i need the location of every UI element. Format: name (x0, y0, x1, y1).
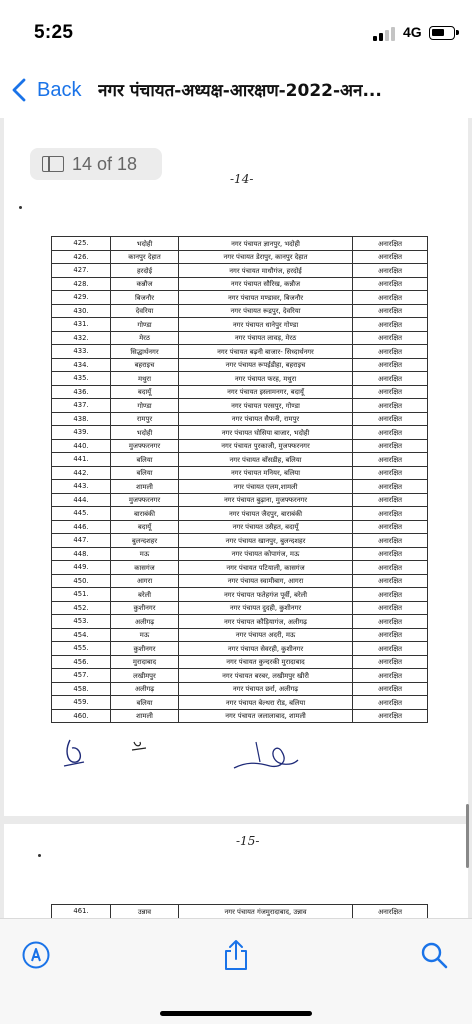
pdf-page (4, 824, 468, 918)
row-nagar-panchayat: नगर पंचायत जैदपुर, बाराबंकी (179, 507, 353, 521)
row-nagar-panchayat: नगर पंचायत लावड़, मेरठ (179, 331, 353, 345)
row-serial: 456. (52, 655, 111, 669)
row-serial: 426. (52, 250, 111, 264)
row-reservation: अनारक्षित (353, 466, 428, 480)
row-serial: 429. (52, 291, 111, 305)
row-nagar-panchayat: नगर पंचायत छर्रा, अलीगढ़ (179, 682, 353, 696)
row-district: कुशीनगर (111, 601, 179, 615)
row-serial: 442. (52, 466, 111, 480)
row-reservation: अनारक्षित (353, 669, 428, 683)
row-district: मऊ (111, 547, 179, 561)
row-district: शामली (111, 709, 179, 723)
row-district: बरेली (111, 588, 179, 602)
row-reservation: अनारक्षित (353, 615, 428, 629)
table-row (52, 426, 428, 440)
battery-icon (429, 26, 455, 40)
row-district: रामपुर (111, 412, 179, 426)
row-reservation: अनारक्षित (353, 682, 428, 696)
row-nagar-panchayat: नगर पंचायत खानपुर, बुलन्दशहर (179, 534, 353, 548)
row-reservation: अनारक्षित (353, 439, 428, 453)
row-nagar-panchayat: नगर पंचायत गंजमुरादाबाद, उन्नाव (179, 905, 353, 919)
row-serial: 445. (52, 507, 111, 521)
row-serial: 454. (52, 628, 111, 642)
row-reservation: अनारक्षित (353, 534, 428, 548)
row-nagar-panchayat: नगर पंचायत सैफनी, रामपुर (179, 412, 353, 426)
row-district: मऊ (111, 628, 179, 642)
table-row (52, 669, 428, 683)
row-reservation: अनारक्षित (353, 426, 428, 440)
row-serial: 449. (52, 561, 111, 575)
row-serial: 433. (52, 345, 111, 359)
stray-dot (19, 206, 22, 209)
row-reservation: अनारक्षित (353, 547, 428, 561)
search-icon (420, 941, 448, 969)
row-reservation: अनारक्षित (353, 696, 428, 710)
row-reservation: अनारक्षित (353, 318, 428, 332)
stray-dot (38, 854, 41, 857)
row-reservation: अनारक्षित (353, 628, 428, 642)
row-district: शामली (111, 480, 179, 494)
row-district: हरदोई (111, 264, 179, 278)
row-serial: 436. (52, 385, 111, 399)
row-serial: 440. (52, 439, 111, 453)
page-number-mark: -15- (236, 834, 260, 848)
row-serial: 461. (52, 905, 111, 919)
row-district: भदोही (111, 237, 179, 251)
row-reservation: अनारक्षित (353, 345, 428, 359)
table-row (52, 655, 428, 669)
table-row (52, 318, 428, 332)
row-reservation: अनारक्षित (353, 385, 428, 399)
row-district: मुजफ्फरनगर (111, 493, 179, 507)
row-serial: 430. (52, 304, 111, 318)
table-row (52, 642, 428, 656)
table-row (52, 237, 428, 251)
table-row (52, 601, 428, 615)
table-row (52, 291, 428, 305)
row-reservation: अनारक्षित (353, 588, 428, 602)
row-nagar-panchayat: नगर पंचायत पटियाली, कासगंज (179, 561, 353, 575)
table-row (52, 372, 428, 386)
row-reservation: अनारक्षित (353, 304, 428, 318)
table-row (52, 264, 428, 278)
row-serial: 457. (52, 669, 111, 683)
row-serial: 438. (52, 412, 111, 426)
row-reservation: अनारक्षित (353, 507, 428, 521)
row-nagar-panchayat: नगर पंचायत दुदही, कुशीनगर (179, 601, 353, 615)
row-district: कानपुर देहात (111, 250, 179, 264)
page-indicator (30, 148, 162, 180)
table-row (52, 331, 428, 345)
row-nagar-panchayat: नगर पंचायत सेवरही, कुशीनगर (179, 642, 353, 656)
table-row (52, 547, 428, 561)
row-district: अलीगढ़ (111, 682, 179, 696)
table-row (52, 453, 428, 467)
row-nagar-panchayat: नगर पंचायत बेल्थरा रोड, बलिया (179, 696, 353, 710)
row-serial: 458. (52, 682, 111, 696)
table-row (52, 399, 428, 413)
row-nagar-panchayat: नगर पंचायत बाँसडीह, बलिया (179, 453, 353, 467)
document-title: नगर पंचायत-अध्यक्ष-आरक्षण-2022-अन... (98, 81, 382, 101)
row-nagar-panchayat: नगर पंचायत घोसिया बाजार, भदोही (179, 426, 353, 440)
row-serial: 439. (52, 426, 111, 440)
page-indicator-label: 14 of 18 (72, 153, 138, 174)
row-nagar-panchayat: नगर पंचायत फरह, मथुरा (179, 372, 353, 386)
row-district: मुजफ्फरनगर (111, 439, 179, 453)
row-serial: 447. (52, 534, 111, 548)
markup-button[interactable] (18, 937, 54, 973)
row-serial: 460. (52, 709, 111, 723)
pdf-page (4, 118, 468, 816)
table-row (52, 345, 428, 359)
row-reservation: अनारक्षित (353, 493, 428, 507)
row-nagar-panchayat: नगर पंचायत सौरिख, कन्नौज (179, 277, 353, 291)
status-bar (0, 0, 472, 62)
row-district: बिजनौर (111, 291, 179, 305)
row-reservation: अनारक्षित (353, 412, 428, 426)
back-button[interactable] (10, 76, 81, 104)
row-serial: 453. (52, 615, 111, 629)
row-district: उन्नाव (111, 905, 179, 919)
row-nagar-panchayat: नगर पंचायत डेरापुर, कानपुर देहात (179, 250, 353, 264)
row-nagar-panchayat: नगर पंचायत कुन्दरकी मुरादाबाद (179, 655, 353, 669)
table-row (52, 682, 428, 696)
table-row (52, 466, 428, 480)
markup-pen-icon (21, 940, 51, 970)
share-icon (223, 939, 249, 971)
row-serial: 425. (52, 237, 111, 251)
row-district: आगरा (111, 574, 179, 588)
row-district: बलिया (111, 453, 179, 467)
nav-bar (0, 62, 472, 118)
row-reservation: अनारक्षित (353, 291, 428, 305)
row-nagar-panchayat: नगर पंचायत माधौगंज, हरदोई (179, 264, 353, 278)
row-reservation: अनारक्षित (353, 277, 428, 291)
document-viewer[interactable] (0, 118, 472, 918)
row-district: कन्नौज (111, 277, 179, 291)
row-serial: 455. (52, 642, 111, 656)
row-nagar-panchayat: नगर पंचायत एलम,शामली (179, 480, 353, 494)
row-district: सिद्धार्थनगर (111, 345, 179, 359)
row-nagar-panchayat: नगर पंचायत कौड़ियागंज, अलीगढ़ (179, 615, 353, 629)
page-number-mark: -14- (230, 172, 254, 186)
row-reservation: अनारक्षित (353, 237, 428, 251)
home-indicator[interactable] (160, 1011, 312, 1016)
table-row (52, 696, 428, 710)
row-nagar-panchayat: नगर पंचायत पुरकाजी, मुजफ्फरनगर (179, 439, 353, 453)
row-serial: 446. (52, 520, 111, 534)
bottom-toolbar (0, 918, 472, 1024)
row-serial: 428. (52, 277, 111, 291)
row-nagar-panchayat: नगर पंचायत रूद्रपुर, देवरिया (179, 304, 353, 318)
row-district: गोण्डा (111, 318, 179, 332)
row-reservation: अनारक्षित (353, 453, 428, 467)
row-district: बहराइच (111, 358, 179, 372)
row-reservation: अनारक्षित (353, 905, 428, 919)
row-district: बलिया (111, 696, 179, 710)
reservation-table (51, 236, 428, 723)
network-type: 4G (403, 24, 422, 40)
row-district: गोण्डा (111, 399, 179, 413)
row-serial: 443. (52, 480, 111, 494)
row-reservation: अनारक्षित (353, 264, 428, 278)
row-nagar-panchayat: नगर पंचायत बुढ़ाना, मुजफ्फरनगर (179, 493, 353, 507)
share-button[interactable] (218, 937, 254, 973)
row-serial: 452. (52, 601, 111, 615)
table-row (52, 561, 428, 575)
row-nagar-panchayat: नगर पंचायत बढ़नी बाजार- सिध्दार्थनगर (179, 345, 353, 359)
table-row (52, 520, 428, 534)
row-nagar-panchayat: नगर पंचायत मण्डावर, बिजनौर (179, 291, 353, 305)
table-row (52, 628, 428, 642)
row-nagar-panchayat: नगर पंचायत ज्ञानपुर, भदोही (179, 237, 353, 251)
back-label: Back (37, 78, 82, 101)
row-nagar-panchayat: नगर पंचायत अदरी, मऊ (179, 628, 353, 642)
table-row (52, 588, 428, 602)
table-row (52, 304, 428, 318)
chevron-left-icon (10, 78, 28, 102)
row-district: बाराबंकी (111, 507, 179, 521)
sidebar-icon (42, 156, 64, 172)
table-row (52, 493, 428, 507)
row-serial: 451. (52, 588, 111, 602)
table-row (52, 412, 428, 426)
row-serial: 441. (52, 453, 111, 467)
row-nagar-panchayat: नगर पंचायत बरबर, लखीमपुर खीरी (179, 669, 353, 683)
row-reservation: अनारक्षित (353, 250, 428, 264)
row-nagar-panchayat: नगर पंचायत धानेपुर गोण्डा (179, 318, 353, 332)
table-row (52, 250, 428, 264)
row-reservation: अनारक्षित (353, 642, 428, 656)
row-reservation: अनारक्षित (353, 480, 428, 494)
row-district: लखीमपुर (111, 669, 179, 683)
table-row (52, 358, 428, 372)
row-district: बदायूँ (111, 385, 179, 399)
row-reservation: अनारक्षित (353, 561, 428, 575)
table-row (52, 709, 428, 723)
table-row (52, 439, 428, 453)
row-serial: 459. (52, 696, 111, 710)
row-serial: 435. (52, 372, 111, 386)
row-district: बदायूँ (111, 520, 179, 534)
row-reservation: अनारक्षित (353, 601, 428, 615)
status-time: 5:25 (34, 22, 74, 43)
row-district: बुलन्दशहर (111, 534, 179, 548)
row-reservation: अनारक्षित (353, 655, 428, 669)
scroll-indicator[interactable] (466, 804, 469, 868)
row-serial: 434. (52, 358, 111, 372)
row-district: अलीगढ़ (111, 615, 179, 629)
row-district: मथुरा (111, 372, 179, 386)
row-serial: 432. (52, 331, 111, 345)
cellular-signal-icon (373, 27, 397, 41)
row-nagar-panchayat: नगर पंचायत फतेहगंज पूर्वी, बरेली (179, 588, 353, 602)
row-district: कुशीनगर (111, 642, 179, 656)
row-nagar-panchayat: नगर पंचायत उसैहत, बदायूँ (179, 520, 353, 534)
row-serial: 444. (52, 493, 111, 507)
row-serial: 437. (52, 399, 111, 413)
reservation-table (51, 904, 428, 918)
table-row (52, 277, 428, 291)
table-row (52, 574, 428, 588)
row-reservation: अनारक्षित (353, 358, 428, 372)
row-nagar-panchayat: नगर पंचायत मनियर, बलिया (179, 466, 353, 480)
row-serial: 450. (52, 574, 111, 588)
row-serial: 448. (52, 547, 111, 561)
row-nagar-panchayat: नगर पंचायत रूपईडीहा, बहराइच (179, 358, 353, 372)
row-nagar-panchayat: नगर पंचायत कोपागंज, मऊ (179, 547, 353, 561)
row-reservation: अनारक्षित (353, 331, 428, 345)
row-reservation: अनारक्षित (353, 372, 428, 386)
row-nagar-panchayat: नगर पंचायत जलालाबाद, शामली (179, 709, 353, 723)
row-district: देवरिया (111, 304, 179, 318)
row-reservation: अनारक्षित (353, 520, 428, 534)
row-reservation: अनारक्षित (353, 709, 428, 723)
row-nagar-panchayat: नगर पंचायत इस्लामनगर, बदायूँ (179, 385, 353, 399)
signatures (56, 732, 436, 774)
table-row (52, 480, 428, 494)
row-district: भदोही (111, 426, 179, 440)
row-district: मेरठ (111, 331, 179, 345)
table-row (52, 385, 428, 399)
row-district: बलिया (111, 466, 179, 480)
search-button[interactable] (416, 937, 452, 973)
table-row (52, 507, 428, 521)
table-row (52, 905, 428, 919)
table-row (52, 615, 428, 629)
row-district: कासगंज (111, 561, 179, 575)
row-reservation: अनारक्षित (353, 574, 428, 588)
row-serial: 427. (52, 264, 111, 278)
row-serial: 431. (52, 318, 111, 332)
row-district: मुरादाबाद (111, 655, 179, 669)
row-nagar-panchayat: नगर पंचायत परसपुर, गोण्डा (179, 399, 353, 413)
row-nagar-panchayat: नगर पंचायत स्वामीबाग, आगरा (179, 574, 353, 588)
row-reservation: अनारक्षित (353, 399, 428, 413)
table-row (52, 534, 428, 548)
